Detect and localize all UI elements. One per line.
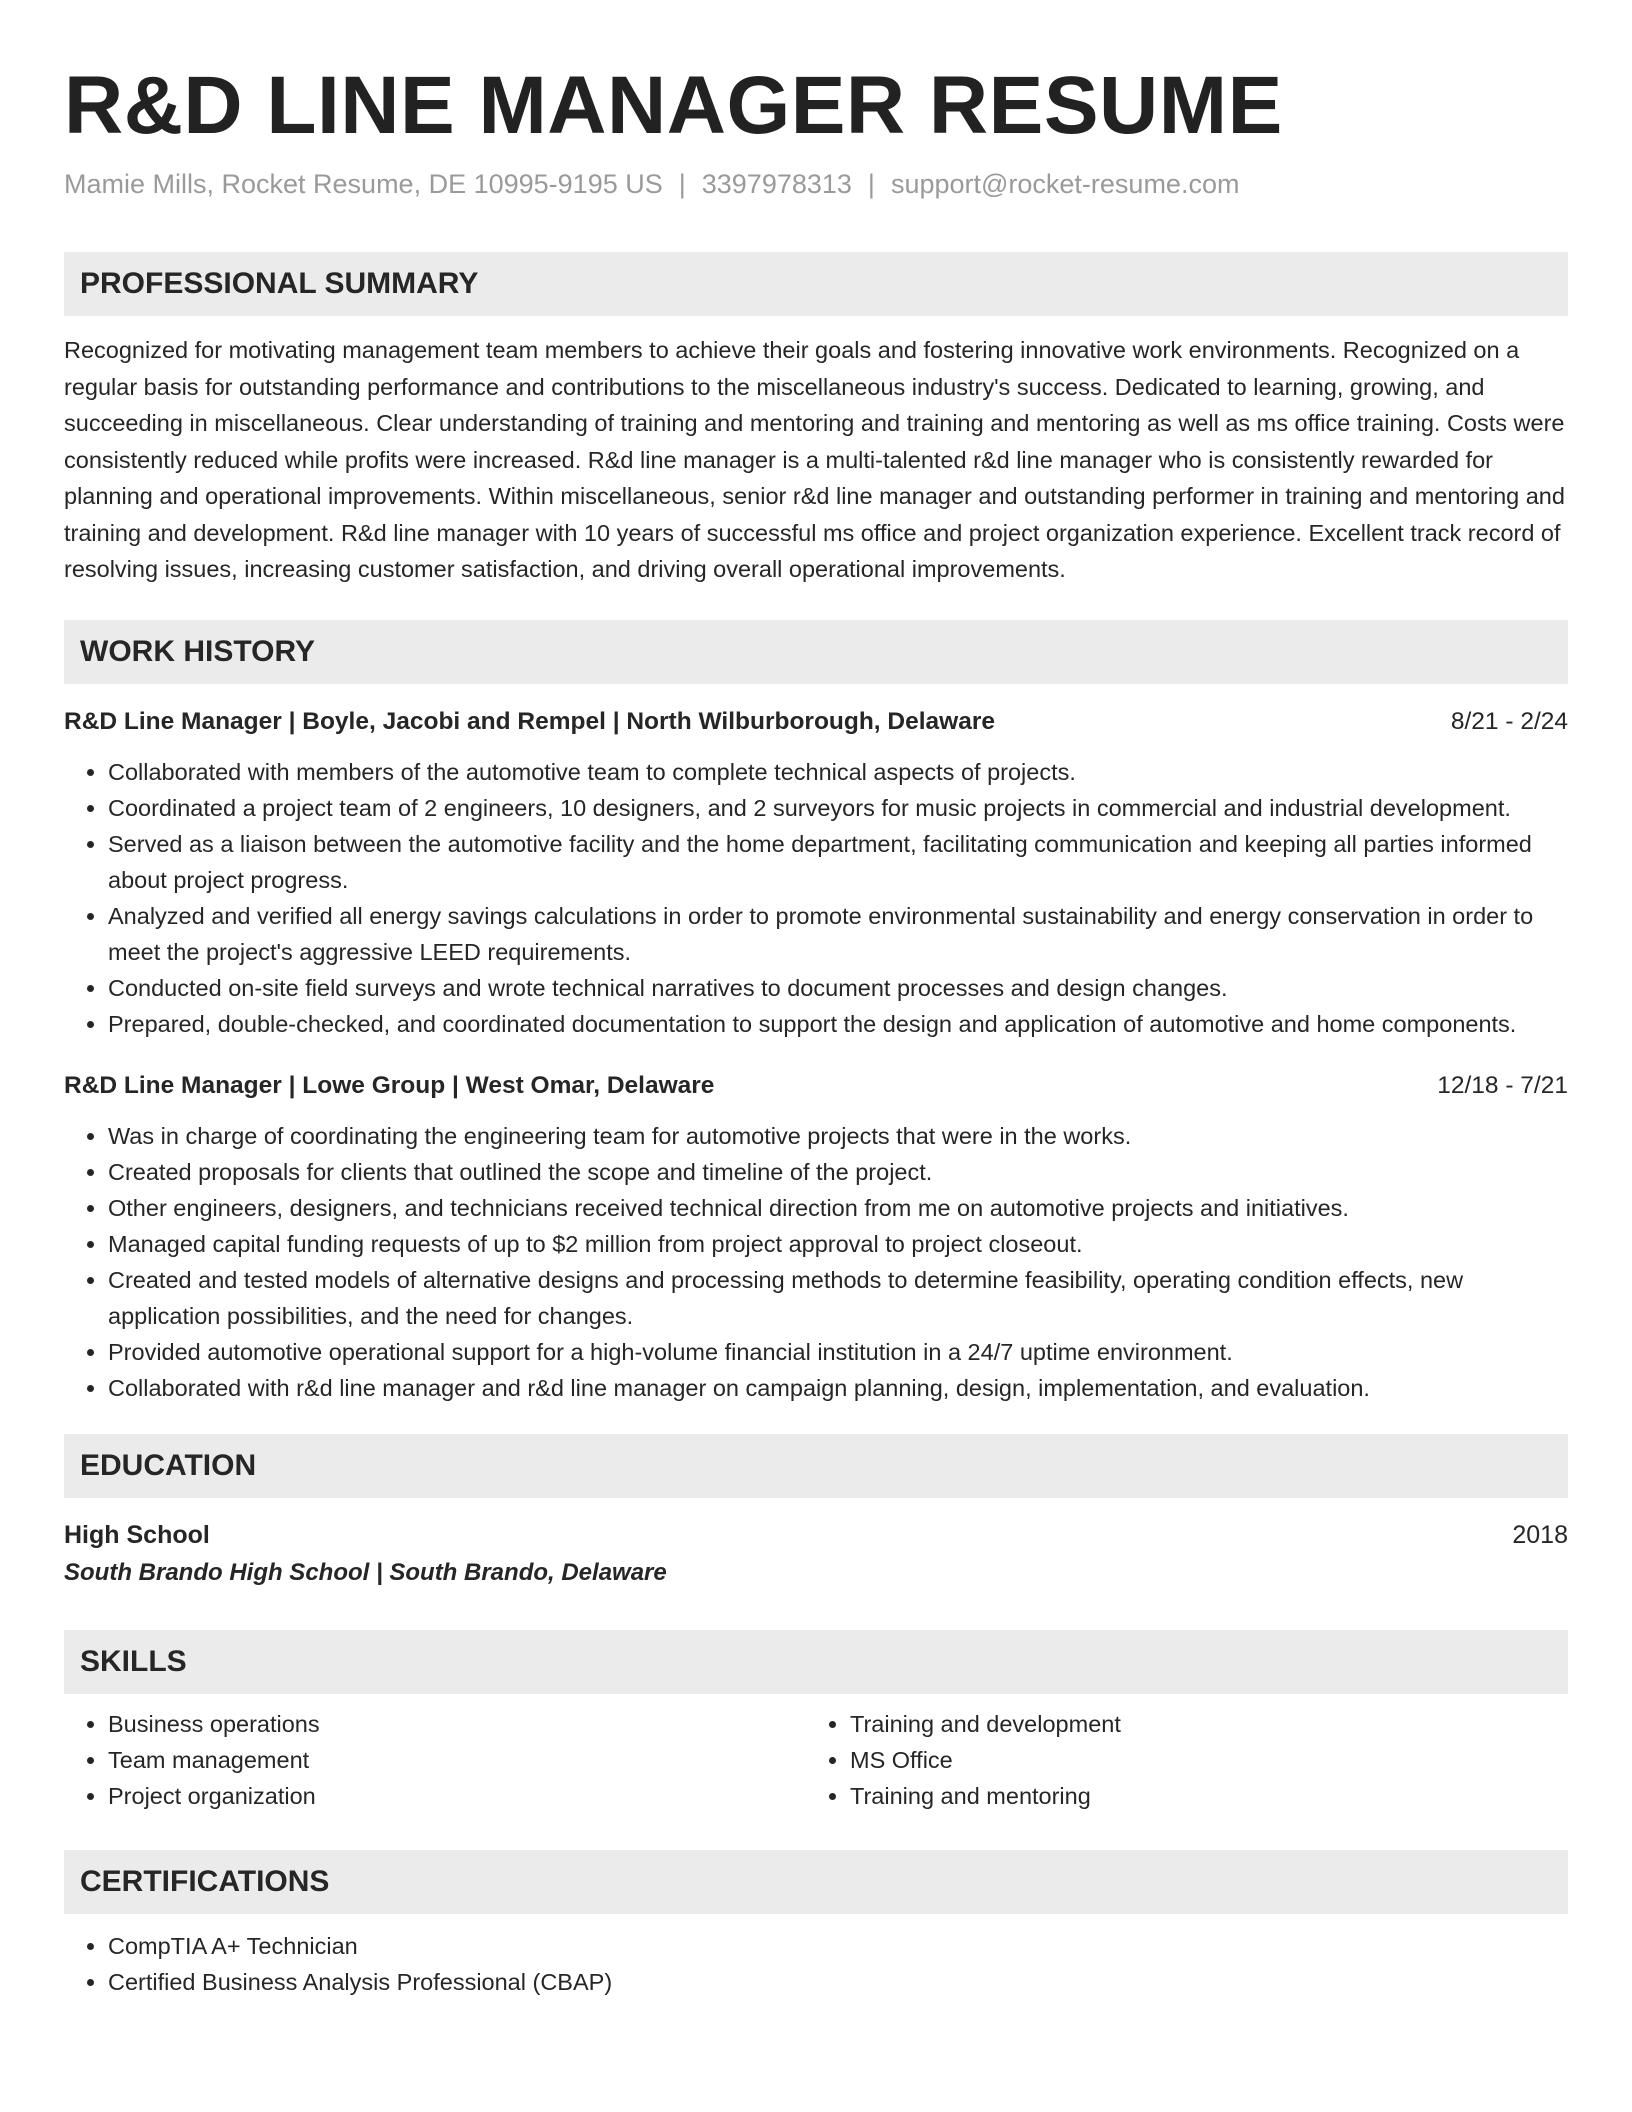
education-entry bbox=[64, 1516, 1568, 1554]
job-bullet: • Served as a liaison between the automotive facility and the home department, facilitating communication and keeping all parties informed about project progress. bbox=[108, 826, 1568, 898]
job-bullet: • Conducted on-site field surveys and wrote technical narratives to document processes and design changes. bbox=[108, 970, 1568, 1006]
work-history-heading: WORK HISTORY bbox=[64, 620, 1568, 684]
skill-item: • Project organization bbox=[108, 1778, 806, 1814]
job-bullet: • Coordinated a project team of 2 engineers, 10 designers, and 2 surveyors for music projects in commercial and industrial development. bbox=[108, 790, 1568, 826]
contact-line bbox=[64, 166, 1568, 202]
job-bullet: • Provided automotive operational support for a high-volume financial institution in a 24/7 uptime environment. bbox=[108, 1334, 1568, 1370]
job-bullets bbox=[64, 754, 1568, 1042]
education-heading: EDUCATION bbox=[64, 1434, 1568, 1498]
skill-item: • Training and mentoring bbox=[850, 1778, 1548, 1814]
education-school: South Brando High School | South Brando, Delaware bbox=[64, 1558, 667, 1586]
contact-phone: 3397978313 bbox=[701, 169, 852, 199]
job-bullet: • Collaborated with r&d line manager and r&d line manager on campaign planning, design, implementation, and evaluation. bbox=[108, 1370, 1568, 1406]
summary-heading: PROFESSIONAL SUMMARY bbox=[64, 252, 1568, 316]
skill-item: • Training and development bbox=[850, 1706, 1548, 1742]
job-bullet: • Managed capital funding requests of up to $2 million from project approval to project closeout. bbox=[108, 1226, 1568, 1262]
skill-item: • Business operations bbox=[108, 1706, 806, 1742]
contact-separator: | bbox=[867, 169, 875, 199]
summary-text: Recognized for motivating management team members to achieve their goals and fostering innovative work environments. Recognized on a regular basis for outstanding performance and contributions to the miscellaneous industry's success. Dedicated to learning, growing, and succeeding in miscellaneous. Clear understanding of training and mentoring and training and mentoring as well as ms office training. Costs were consistently reduced while profits were increased. R&d line manager is a multi-talented r&d line manager who is consistently rewarded for planning and operational improvements. Within miscellaneous, senior r&d line manager and outstanding performer in training and mentoring and training and development. R&d line manager with 10 years of successful ms office and project organization experience. Excellent track record of resolving issues, increasing customer satisfaction, and driving overall operational improvements. bbox=[64, 337, 1565, 582]
skills-column-right bbox=[806, 1706, 1548, 1814]
contact-address: Mamie Mills, Rocket Resume, DE 10995-9195 US bbox=[64, 169, 663, 199]
job-bullet: • Collaborated with members of the automotive team to complete technical aspects of projects. bbox=[108, 754, 1568, 790]
job-bullet: • Was in charge of coordinating the engineering team for automotive projects that were in the works. bbox=[108, 1118, 1568, 1154]
job-dates: 12/18 - 7/21 bbox=[1437, 1071, 1568, 1099]
certification-item: • CompTIA A+ Technician bbox=[108, 1928, 1568, 1964]
skills-column-left bbox=[64, 1706, 806, 1814]
job-bullet: • Prepared, double-checked, and coordinated documentation to support the design and application of automotive and home components. bbox=[108, 1006, 1568, 1042]
job-title: R&D Line Manager | Boyle, Jacobi and Rempel | North Wilburborough, Delaware bbox=[64, 707, 996, 735]
job-header bbox=[64, 704, 1568, 740]
job-header bbox=[64, 1068, 1568, 1104]
job-bullet: • Created and tested models of alternative designs and processing methods to determine feasibility, operating condition effects, new application possibilities, and the need for changes. bbox=[108, 1262, 1568, 1334]
job-bullet: • Other engineers, designers, and technicians received technical direction from me on automotive projects and initiatives. bbox=[108, 1190, 1568, 1226]
certifications-list bbox=[64, 1928, 1568, 2000]
education-year: 2018 bbox=[1512, 1520, 1568, 1549]
job-entry bbox=[64, 704, 1568, 1042]
resume-page bbox=[64, 0, 1568, 2000]
job-entry bbox=[64, 1068, 1568, 1406]
skill-item: • Team management bbox=[108, 1742, 806, 1778]
contact-separator: | bbox=[678, 169, 686, 199]
certification-item: • Certified Business Analysis Professional (CBAP) bbox=[108, 1964, 1568, 2000]
skill-item: • MS Office bbox=[850, 1742, 1548, 1778]
job-bullets bbox=[64, 1118, 1568, 1406]
skills-heading: SKILLS bbox=[64, 1630, 1568, 1694]
job-bullet: • Analyzed and verified all energy savings calculations in order to promote environmental sustainability and energy conservation in order to meet the project's aggressive LEED requirements. bbox=[108, 898, 1568, 970]
job-title: R&D Line Manager | Lowe Group | West Omar, Delaware bbox=[64, 1071, 715, 1099]
certifications-heading: CERTIFICATIONS bbox=[64, 1850, 1568, 1914]
job-dates: 8/21 - 2/24 bbox=[1450, 707, 1568, 735]
education-degree: High School bbox=[64, 1520, 210, 1549]
resume-title: R&D LINE MANAGER RESUME bbox=[64, 60, 1283, 151]
skills-list bbox=[64, 1706, 1568, 1814]
job-bullet: • Created proposals for clients that outlined the scope and timeline of the project. bbox=[108, 1154, 1568, 1190]
contact-email: support@rocket-resume.com bbox=[890, 169, 1240, 199]
